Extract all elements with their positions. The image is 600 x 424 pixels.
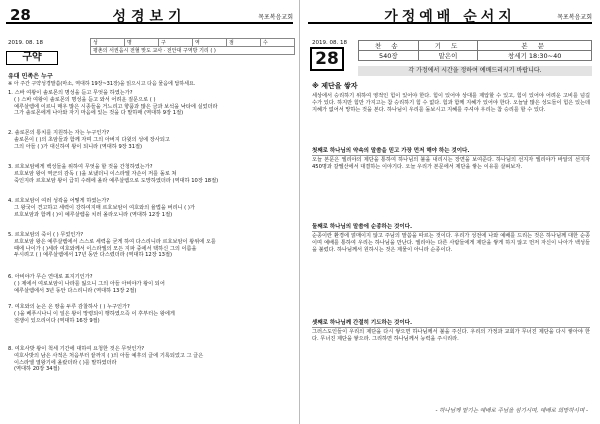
question-body: 솔로몬이 ( )의 초암들과 함께 자며 그의 아버지 다윗의 성에 장사되고 그의 아들 ( )가 대신하여 왕이 되니라 (역대하 9장 31절) (14, 136, 170, 150)
worship-order-table (358, 40, 592, 61)
table-header-cell: 수 (260, 39, 294, 47)
table-header-cell: 점 (226, 39, 260, 47)
question-3 (8, 164, 293, 184)
question-heading: 8. 여호사밧 왕이 척세 기간에 대하여 요청한 것은 무엇인가? (8, 346, 145, 352)
question-6 (8, 274, 293, 294)
question-body: 르호보암 왕은 예루살렘에서 스스로 세력을 굳게 하여 다스리니라 르호보암이 왕위에 오를 때에 나이가 ( )세라 여호와께서 이스라엘의 모든 지파 중에서 택하신 그의 이름을 두시려고 ( ) 예루살렘에서 17년 동안 다스렸더라 (역대하 12장 13절) (14, 238, 216, 259)
order-header-hymn: 찬 송 (359, 41, 419, 51)
quiz-subtitle: 유대 민족은 누구 (8, 73, 53, 80)
question-7 (8, 304, 293, 324)
right-page-family-worship (300, 0, 600, 424)
question-heading: 5. 르호보암의 죽이 ( ) 무었인가? (8, 232, 84, 238)
question-body: ( ) 제에서 여로보암이 나라를 잃으니 그의 아들 아비야가 왕이 되어 예루살렘에서 3년 동안 다스리니라 (역대하 13장 2절) (14, 280, 165, 294)
question-heading: 4. 르호보암이 여러 성곽을 어떻게 하였는가? (8, 198, 110, 204)
question-4 (8, 198, 293, 218)
question-heading: 1. 스바 여왕이 솔로몬의 명성을 듣고 무엇을 하였는가? (8, 90, 133, 96)
order-header-scripture: 본 문 (478, 41, 592, 51)
question-body: 르호보암 왕이 역군의 감독 ( )을 보냈더니 이스라엘 자손이 저를 돌로 쳐 죽인지라 르호보암 왕이 급히 수레에 올라 예루살렘으로 도망하였더라 (역대하 10장 18절) (14, 170, 219, 184)
sermon-paragraph: 순종이란 환경에 얽매이지 않고 주님의 말씀을 따르는 것이다. 우리가 성전에 나와 예배를 드리는 것은 하나님께 대한 순종이며 예배를 통하여 우리는 하나님을 만난다. 엘리야는 다른 사람들에게 제단을 쌓게 하지 않고 먼저 자신이 나아가 백성들을 불렀다. 하나님께서 원하시는 것은 제물이 아니라 순종이다. (312, 233, 590, 253)
order-value-scripture: 창세기 18:30~40 (478, 51, 592, 61)
order-value-prayer: 맡은이 (418, 51, 478, 61)
question-2 (8, 130, 293, 150)
worship-notice: 각 가정에서 시간을 정하여 예배드리시기 바랍니다. (358, 66, 592, 76)
church-name: 목포복음교회 (557, 14, 592, 21)
question-heading: 7. 여호와의 눈은 온 땅을 두루 감찰하사 ( ) 누구인가? (8, 304, 130, 310)
question-body: 여호사밧의 남은 사적은 처음부터 끝까지 ( )의 아들 예후의 글에 기록되었고 그 글은 이스라엘 열왕기에 올랐더라 ( )를 말하였더라 (역대하 20장 34절) (14, 352, 204, 373)
page-title: 가정예배 순서지 (384, 9, 516, 25)
church-name: 목포복음교회 (258, 14, 293, 21)
quiz-instruction: ※ 아 주간 구약성경말씀(마소, 역대하 19장~31장)을 읽으시고 다음 물음에 답하세요. (8, 81, 196, 87)
table-header-cell: 구 (158, 39, 192, 47)
left-header (6, 6, 293, 24)
question-body: ( )을 베푸시나니 이 일은 왕이 망령되이 행하였으즉 이 후부터는 왕에게 전쟁이 있으리이다 (역대하 16장 9절) (14, 310, 175, 324)
question-body: ( ) 스바 여왕이 솔로몬의 명성을 듣고 와서 어려운 질문으로 ( ) 예루살렘에 이르니 매우 많은 시종들을 거느리고 향품과 많은 금과 보석을 낙타에 실었더라 그가 솔로몬에게 나아와 자기 마음에 있는 것을 다 말하매 (역대하 9장 1절) (14, 96, 218, 117)
sermon-title: ※ 제단을 쌓자 (312, 82, 358, 90)
sermon-subheading: 둘째로 하나님의 말씀에 순종하는 것이다. (312, 222, 590, 232)
order-header-prayer: 기 도 (418, 41, 478, 51)
question-5 (8, 232, 293, 259)
footer-motto: - 하나님께 맡기는 예배로 주님을 섬기시며, 예배로 희망하시며 - (435, 408, 588, 414)
issue-date: 2019. 08. 18 (312, 40, 347, 46)
question-heading: 2. 솔로몬의 통치를 지원하는 자는 누구인가? (8, 130, 110, 136)
question-body: 그 왕국이 견고하고 세력이 강하여지매 르호보암이 여호와의 율법을 버리니 ( )가 르호보암과 함께 ( )이 예루살렘을 치러 올라오니라 (역대하 12장 1절) (14, 204, 195, 218)
sermon-paragraph: 오늘 본문은 엘리야의 제단을 통하여 하나님의 불을 내리시는 장면을 보여준다. 하나님의 선지자 엘리야가 바알의 선지자 450명과 갈멜산에서 대결하는 이야기다. 오늘 우리가 본문에서 제단을 쌓는 이유를 살펴보자. (312, 157, 590, 170)
issue-number: 28 (310, 47, 344, 71)
table-header-cell: 명 (124, 39, 158, 47)
sermon-paragraph: 그러스도인들이 우리의 제단을 다시 쌓으면 하나님께서 불을 주신다. 우리의 가정과 교회가 무너진 제단을 다시 쌓아야 한다. 무너진 제단을 쌓으라. 그리하면 하나님께서 능력을 주시리라. (312, 329, 590, 342)
question-heading: 6. 아비야가 무슨 연대로 표지기인가? (8, 274, 93, 280)
sermon-subheading: 셋째로 하나님께 간절히 기도하는 것이다. (312, 318, 590, 328)
sermon-subheading: 첫째로 하나님의 약속의 말씀을 믿고 가장 먼저 해야 하는 것이다. (312, 146, 590, 156)
page-title: 성경보기 (112, 9, 187, 25)
right-header (308, 6, 592, 24)
issue-number: 28 (10, 6, 31, 24)
table-row: 평촌의 서권읍시 전혈 맞도 교사 · 전안대 구역방 기리 ( ) (91, 47, 295, 55)
sermon-paragraph: 세상에서 승리하기 위하여 영적인 힘이 있어야 한다. 힘이 있어야 상대를 제압할 수 있고, 힘이 있어야 어려운 고비를 넘길 수가 있다. 하지만 힘만 가지고는 참 승리하기 힘 수 없다. 힘과 함께 지혜가 있어야 한다. 오늘날 많은 성도들이 힘은 있는데 지혜가 없어서 망하는 것을 본다. 하나님이 우리를 돌보시고 지혜를 주셔야 우리는 참 승리를 할 수 있다. (312, 93, 590, 113)
table-header-cell: 성 (91, 39, 125, 47)
section-label: 구약 (6, 51, 58, 65)
table-header-cell: 역 (192, 39, 226, 47)
issue-date: 2019. 08. 18 (8, 40, 43, 46)
participant-table (90, 38, 295, 55)
order-value-hymn: 540장 (359, 51, 419, 61)
question-8 (8, 346, 293, 373)
question-1 (8, 90, 293, 117)
question-heading: 3. 르호보암에게 백성들을 위하여 무엇을 할 것을 간청하였는가? (8, 164, 153, 170)
